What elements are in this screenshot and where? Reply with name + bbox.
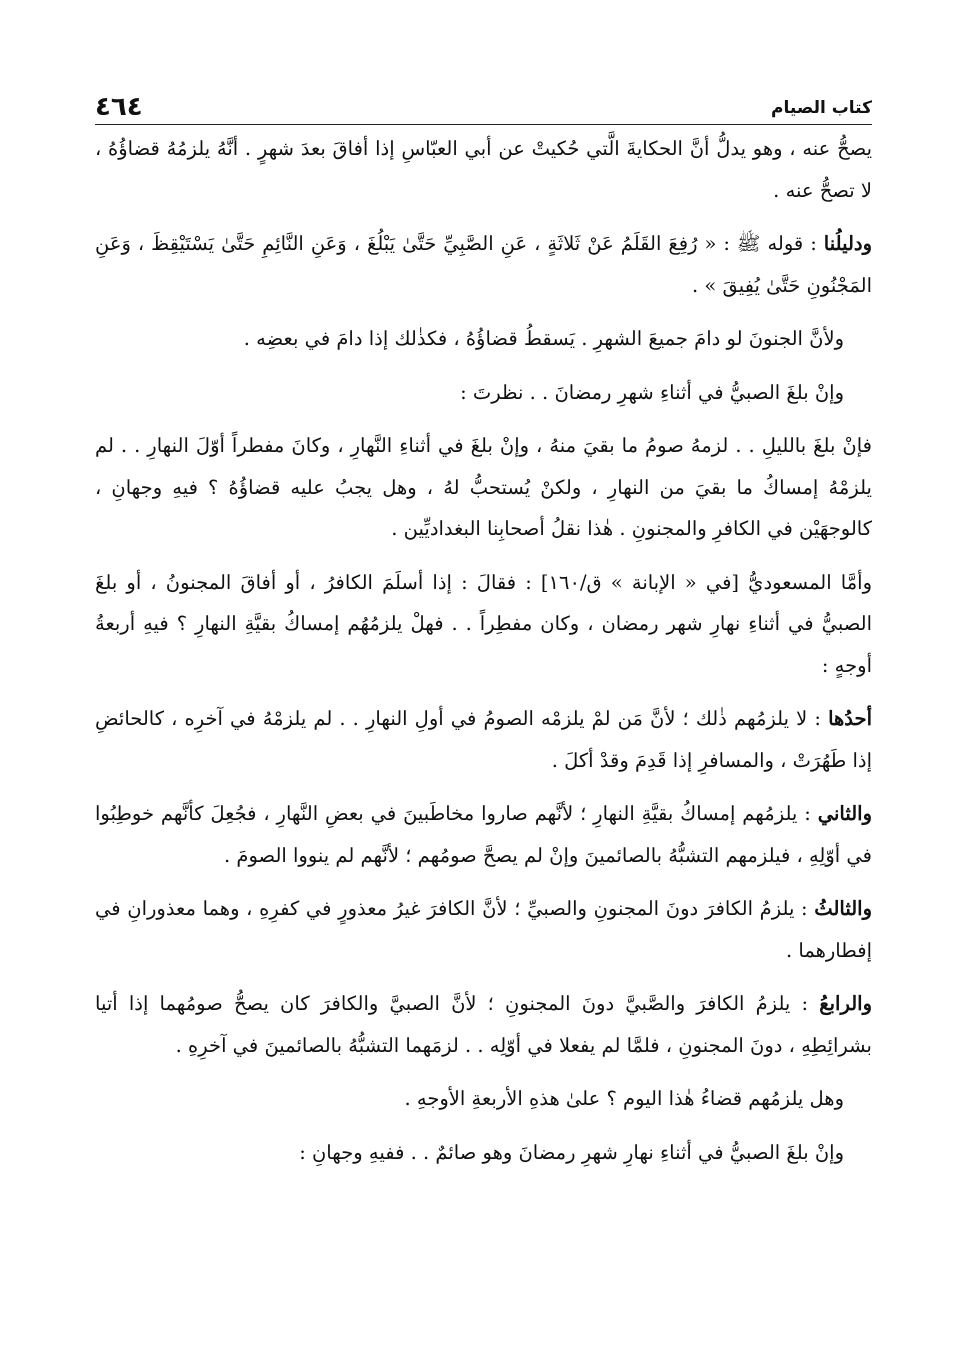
paragraph-text: وإنْ بلغَ الصبيُّ في أثناءِ شهرِ رمضانَ . . نظرتَ : — [460, 380, 844, 404]
paragraph — [95, 425, 872, 550]
paragraph-text: : يلزمُ الكافرَ والصَّبيَّ دونَ المجنونِ ؛ لأنَّ الصبيَّ والكافرَ كان يصحُّ صومُهما إذا أتيا بشرائِطِهِ ، دونَ المجنونِ ، فلمَّا لم يفعلا في أوّلِه . . لزمَهما التشبُّهُ بالصائمينَ في آخرِهِ . — [95, 992, 872, 1057]
paragraph-text: : يلزمُهم إمساكُ بقيَّةِ النهارِ ؛ لأنَّهم صاروا مخاطَبينَ في بعضِ النَّهارِ ، فجُعِلَ كأنَّهم خوطِبُوا في أوّلِهِ ، فيلزمهم التشبُّهُ بالصائمينَ وإنْ لم يصحَّ صومُهم ؛ لأنَّهم لم ينووا الصومَ . — [95, 802, 872, 867]
paragraph — [95, 793, 872, 876]
paragraph-lead: والرابعُ — [819, 992, 872, 1015]
paragraph — [95, 318, 872, 360]
paragraph-text: : قوله ﷺ : « رُفِعَ القَلَمُ عَنْ ثَلاثَةٍ ، عَنِ الصَّبِيِّ حَتَّىٰ يَبْلُغَ ، وَعَنِ النَّائِمِ حَتَّىٰ يَسْتَيْقِظَ ، وَعَنِ المَجْنُونِ حَتَّىٰ يُفِيقَ » . — [95, 232, 872, 297]
paragraph — [95, 1078, 872, 1120]
paragraph-lead: أحدُها — [828, 707, 872, 730]
paragraph — [95, 983, 872, 1066]
paragraph — [95, 128, 872, 211]
body-text — [95, 128, 872, 1185]
paragraph-lead: والثالثُ — [814, 897, 872, 920]
book-title: كتاب الصيام — [771, 98, 872, 118]
paragraph-text: وإنْ بلغَ الصبيُّ في أثناءِ نهارِ شهرِ رمضانَ وهو صائمٌ . . ففيهِ وجهانِ : — [299, 1140, 844, 1164]
running-head — [95, 86, 872, 120]
paragraph — [95, 223, 872, 306]
paragraph-text: وأمَّا المسعوديُّ [في « الإبانة » ق/١٦٠] : فقالَ : إذا أسلَمَ الكافرُ ، أو أفاقَ المجنونُ ، أو بلغَ الصبيُّ في أثناءِ نهارِ شهر رمضان ، وكان مفطِراً . . فهلْ يلزمُهُم إمساكُ بقيَّةِ النهارِ ؟ فيهِ أربعةُ أوجهٍ : — [95, 570, 872, 677]
paragraph-lead: والثاني — [817, 802, 872, 825]
paragraph-lead: ودليلُنا — [823, 232, 872, 255]
paragraph — [95, 1132, 872, 1174]
paragraph-text: : لا يلزمُهم ذٰلك ؛ لأنَّ مَن لمْ يلزمْه الصومُ في أولِ النهارِ . . لم يلزمْهُ في آخرِه ، كالحائضِ إذا طَهُرَتْ ، والمسافرِ إذا قَدِمَ وقدْ أكلَ . — [95, 707, 872, 772]
paragraph — [95, 372, 872, 414]
paragraph — [95, 562, 872, 687]
header-rule — [95, 124, 872, 125]
paragraph — [95, 698, 872, 781]
paragraph-text: فإنْ بلغَ بالليلِ . . لزمهُ صومُ ما بقيَ منهُ ، وإنْ بلغَ في أثناءِ النَّهارِ ، وكانَ مفطراً أوّلَ النهارِ . . لم يلزمْهُ إمساكُ ما بقيَ من النهارِ ، ولكنْ يُستحبُّ لهُ ، وهل يجبُ عليه قضاؤُهُ ؟ فيهِ وجهانِ ، كالوجهَيْن في الكافرِ والمجنونِ . هٰذا نقلُ أصحابِنا البغداديِّين . — [95, 434, 872, 540]
paragraph — [95, 888, 872, 971]
paragraph-text: يصحُّ عنه ، وهو يدلُّ أنَّ الحكايةَ الَّتي حُكيتْ عن أبي العبّاسِ إذا أفاقَ بعدَ شهرٍ . أنَّهُ يلزمُهُ قضاؤُهُ ، لا تصحُّ عنه . — [95, 137, 872, 202]
paragraph-text: وهل يلزمُهم قضاءُ هٰذا اليوم ؟ علىٰ هذهِ الأربعةِ الأوجهِ . — [404, 1087, 844, 1110]
paragraph-text: : يلزمُ الكافرَ دونَ المجنونِ والصبيِّ ؛ لأنَّ الكافرَ غيرُ معذورٍ في كفرِهِ ، وهما معذورانِ في إفطارهما . — [95, 897, 872, 962]
page-number: ٤٦٤ — [95, 92, 143, 122]
paragraph-text: ولأنَّ الجنونَ لو دامَ جميعَ الشهرِ . يَسقطُ قضاؤُهُ ، فكذٰلك إذا دامَ في بعضِه . — [243, 327, 844, 350]
